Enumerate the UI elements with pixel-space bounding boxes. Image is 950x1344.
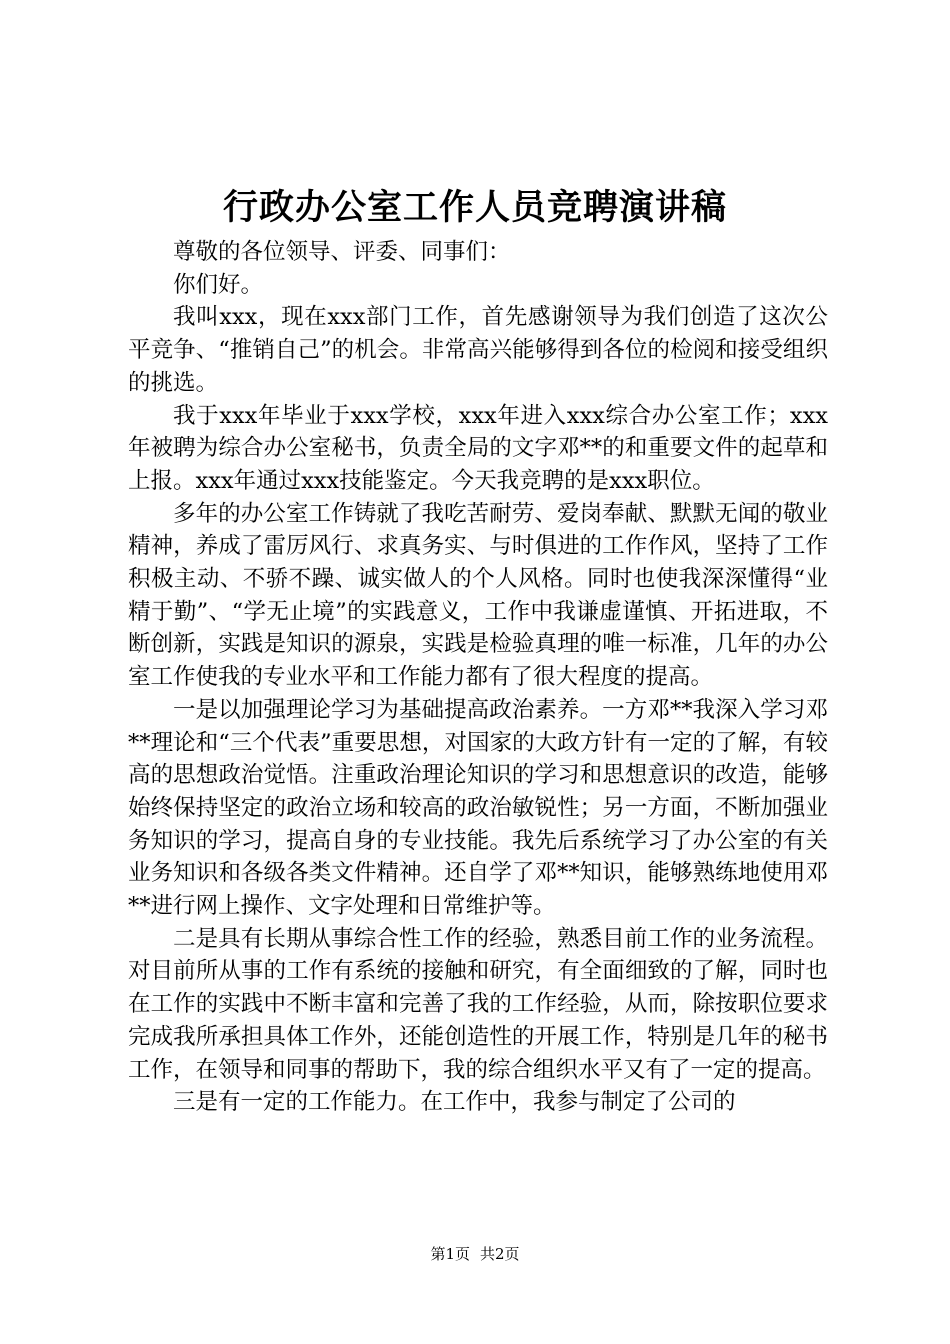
page-footer bbox=[0, 1244, 950, 1264]
document-title: 行政办公室工作人员竞聘演讲稿 bbox=[222, 187, 727, 228]
document-body bbox=[128, 236, 828, 1119]
page-number: 第1页 bbox=[430, 1245, 470, 1263]
page-total: 共2页 bbox=[480, 1245, 520, 1263]
paragraph-introduction: 我叫xxx，现在xxx部门工作，首先感谢领导为我们创造了这次公平竞争、“推销自己”的机会。非常高兴能够得到各位的检阅和接受组织的挑选。 bbox=[128, 304, 828, 396]
paragraph-background: 我于xxx年毕业于xxx学校，xxx年进入xxx综合办公室工作；xxx年被聘为综合办公室秘书，负责全局的文字邓**的和重要文件的起草和上报。xxx年通过xxx技能鉴定。今天我竞聘的是xxx职位。 bbox=[128, 402, 828, 494]
greeting: 你们好。 bbox=[173, 271, 264, 298]
salutation: 尊敬的各位领导、评委、同事们： bbox=[173, 239, 511, 265]
paragraph-point-three: 三是有一定的工作能力。在工作中，我参与制定了公司的 bbox=[173, 1089, 736, 1116]
paragraph-work-ethic: 多年的办公室工作铸就了我吃苦耐劳、爱岗奉献、默默无闻的敬业精神，养成了雷厉风行、求真务实、与时俱进的工作作风，坚持了工作积极主动、不骄不躁、诚实做人的个人风格。同时也使我深深懂得“业精于勤”、“学无止境”的实践意义，工作中我谦虚谨慎、开拓进取，不断创新，实践是知识的源泉，实践是检验真理的唯一标准，几年的办公室工作使我的专业水平和工作能力都有了很大程度的提高。 bbox=[128, 500, 828, 691]
paragraph-point-one: 一是以加强理论学习为基础提高政治素养。一方邓**我深入学习邓**理论和“三个代表”重要思想，对国家的大政方针有一定的了解，有较高的思想政治觉悟。注重政治理论知识的学习和思想意识的改造，能够始终保持坚定的政治立场和较高的政治敏锐性；另一方面，不断加强业务知识的学习，提高自身的专业技能。我先后系统学习了办公室的有关业务知识和各级各类文件精神。还自学了邓**知识，能够熟练地使用邓**进行网上操作、文字处理和日常维护等。 bbox=[128, 696, 828, 920]
paragraph-point-two: 二是具有长期从事综合性工作的经验，熟悉目前工作的业务流程。对目前所从事的工作有系统的接触和研究，有全面细致的了解，同时也在工作的实践中不断丰富和完善了我的工作经验，从而，除按职位要求完成我所承担具体工作外，还能创造性的开展工作，特别是几年的秘书工作，在领导和同事的帮助下，我的综合组织水平又有了一定的提高。 bbox=[128, 925, 828, 1083]
